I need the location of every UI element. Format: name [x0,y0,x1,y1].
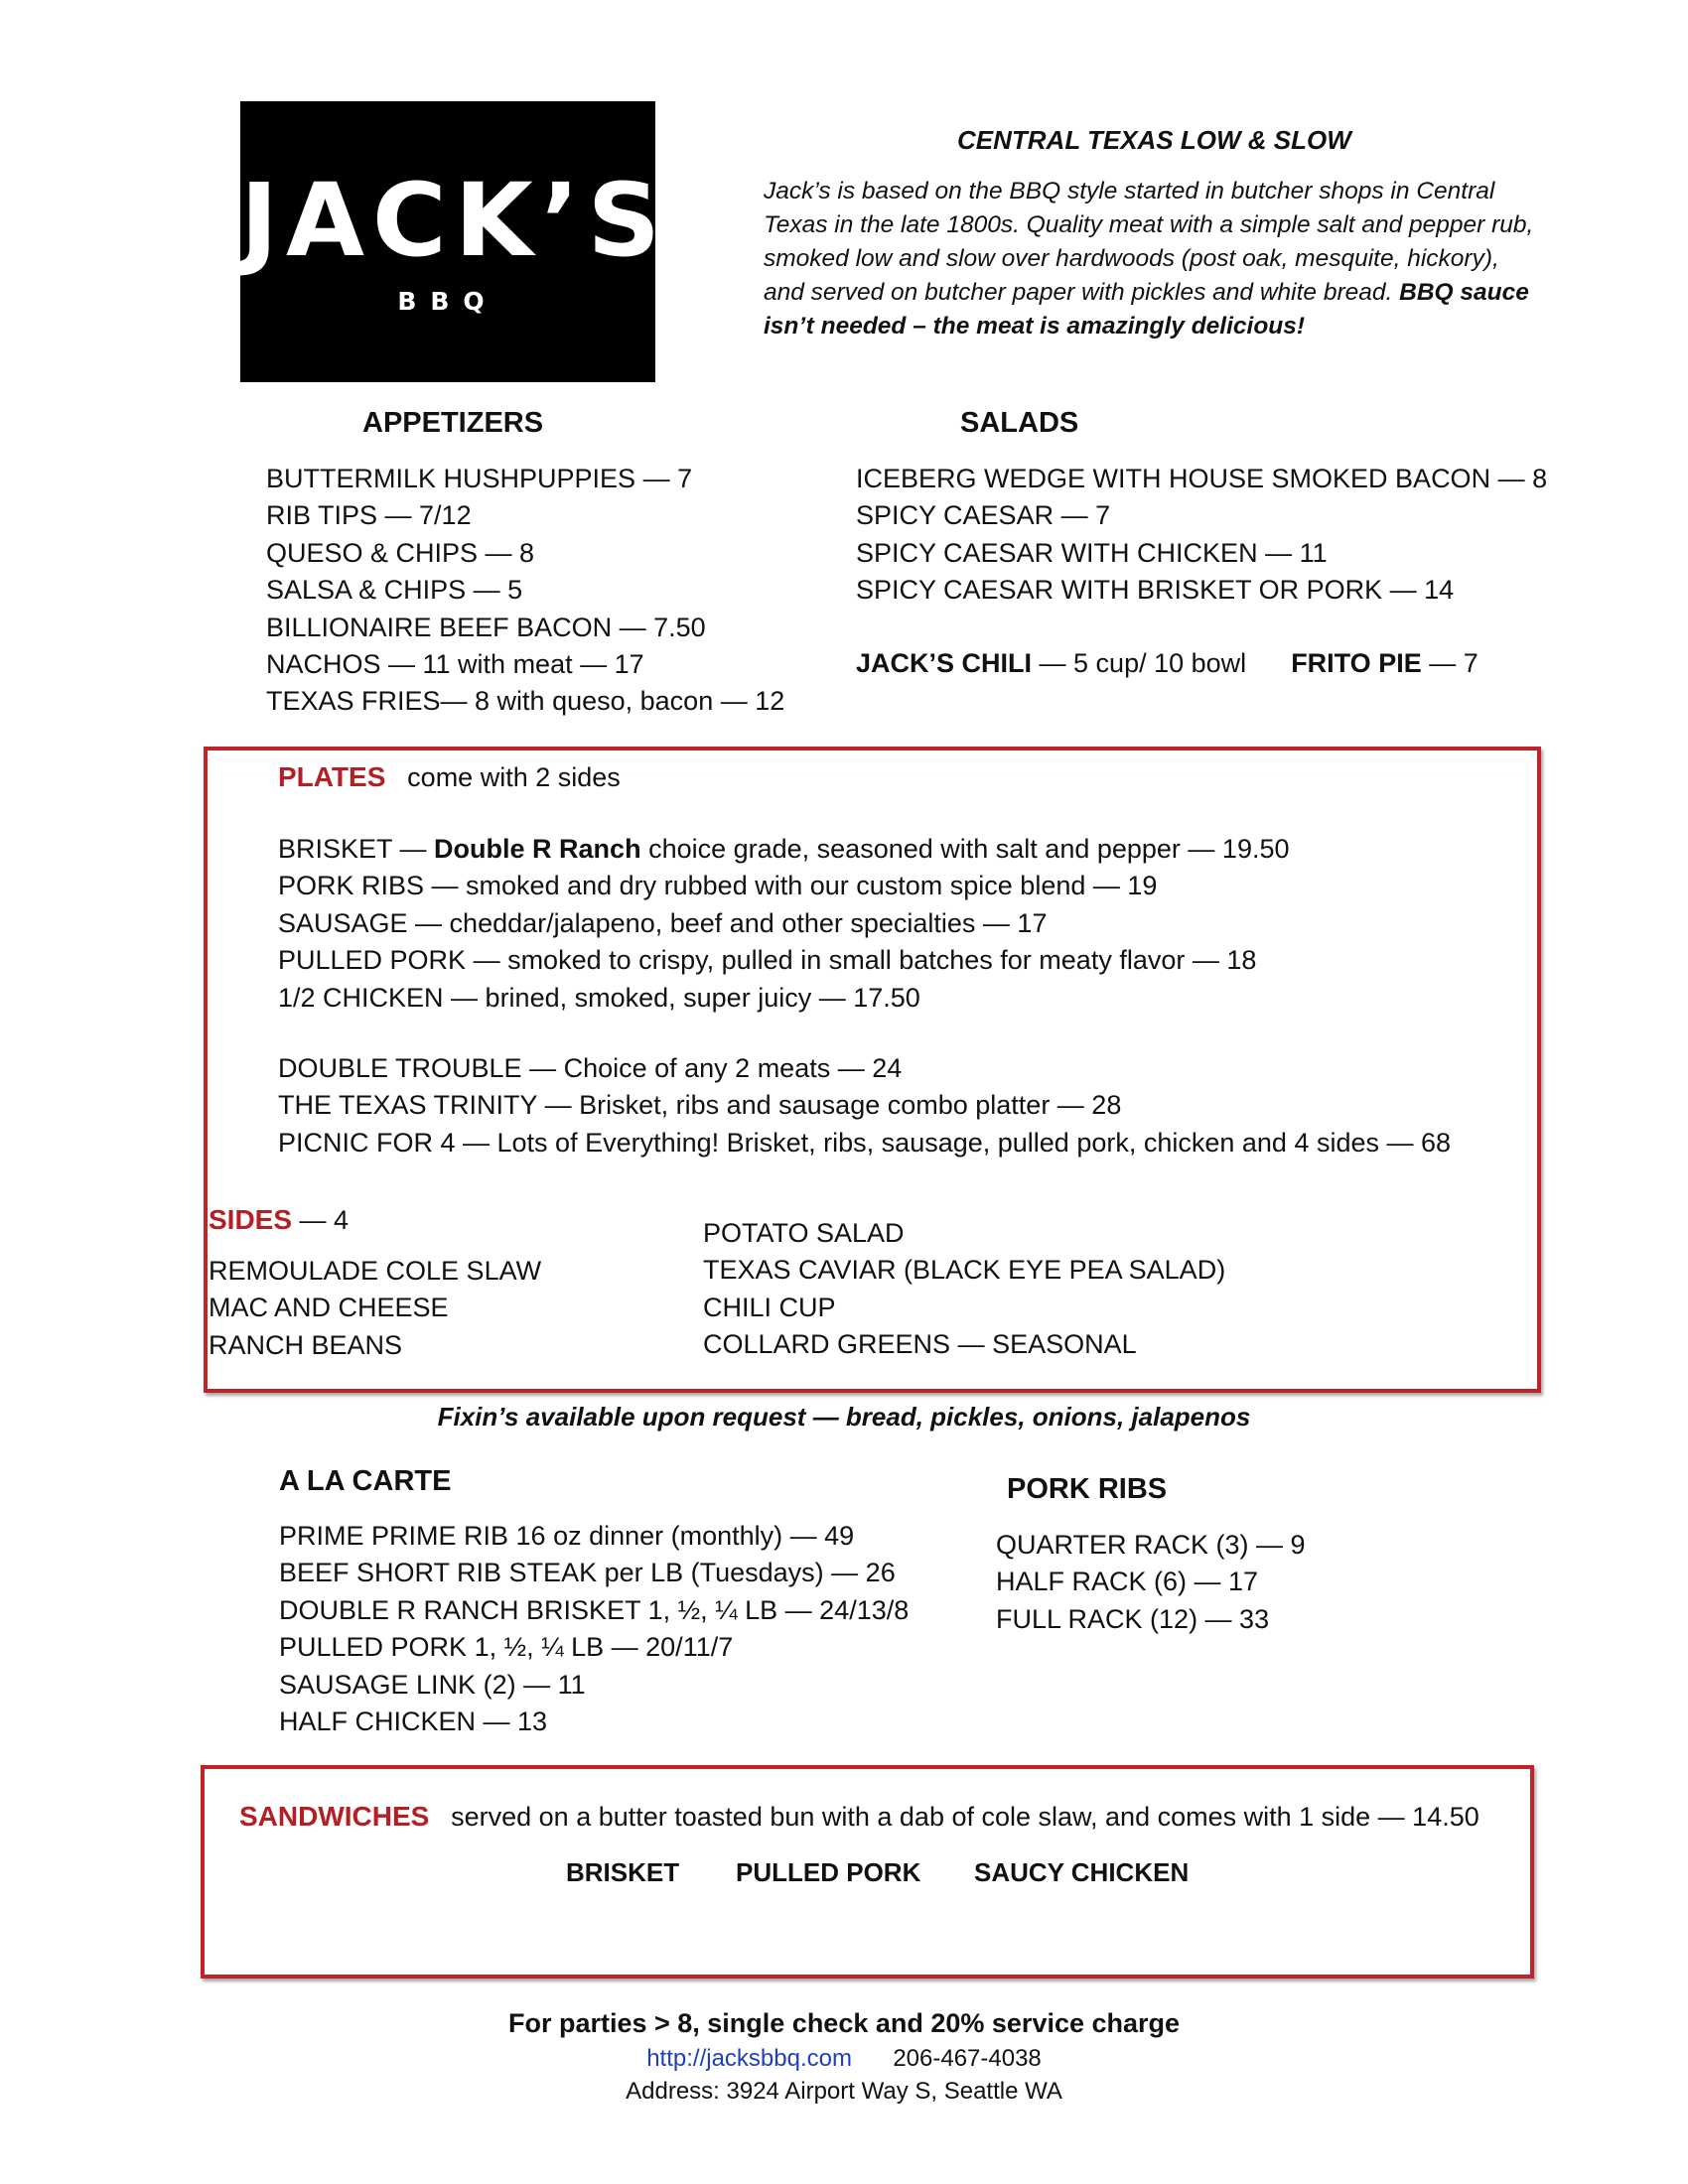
sandwiches-heading: SANDWICHES [239,1801,430,1832]
alacarte-list [279,1518,909,1740]
list-item: PICNIC FOR 4 — Lots of Everything! Brisket, ribs, sausage, pulled pork, chicken and 4 sides — 68 [278,1127,1452,1158]
chili-name: JACK’S CHILI [856,648,1033,678]
intro-tagline: BBQ sauce isn’t needed – the meat is amazingly delicious! [764,279,1529,340]
plates-heading: PLATES [278,761,386,792]
address: Address: 3924 Airport Way S, Seattle WA [626,2078,1062,2105]
parties-note: For parties > 8, single check and 20% service charge [507,2008,1181,2038]
list-item: SAUSAGE — cheddar/jalapeno, beef and other specialties — 17 [278,907,1048,938]
list-item: SAUSAGE LINK (2) — 11 [279,1669,586,1700]
list-item: QUARTER RACK (3) — 9 [996,1530,1306,1560]
list-item: PULLED PORK 1, ½, ¼ LB — 20/11/7 [279,1632,734,1663]
list-item: MAC AND CHEESE [209,1293,449,1323]
logo [240,101,668,382]
list-item: THE TEXAS TRINITY — Brisket, ribs and sausage combo platter — 28 [278,1090,1122,1121]
sandwich-brisket: BRISKET [566,1857,680,1887]
list-item: SPICY CAESAR — 7 [856,500,1111,531]
fixins-note: Fixin’s available upon request — bread, pickles, onions, jalapenos [437,1402,1251,1432]
phone-number: 206-467-4038 [893,2045,1042,2072]
plates-header [278,761,621,793]
plates-subheading: come with 2 sides [407,762,621,792]
website-link[interactable]: http://jacksbbq.com [646,2045,852,2072]
list-item: BEEF SHORT RIB STEAK per LB (Tuesdays) — 26 [279,1558,896,1588]
list-item: NACHOS — 11 with meat — 17 [266,649,644,680]
contact-line [0,2045,1688,2073]
list-item: 1/2 CHICKEN — brined, smoked, super juicy — 17.50 [278,982,920,1013]
logo-title: JACK’S [240,162,668,280]
list-item: HALF CHICKEN — 13 [279,1706,548,1737]
list-item: RANCH BEANS [209,1329,403,1360]
frito-name: FRITO PIE [1291,648,1422,678]
appetizers-list [266,461,784,721]
sides-list-right [703,1215,1225,1364]
logo-subtitle: BBQ [397,287,498,316]
list-item: FULL RACK (12) — 33 [996,1603,1270,1634]
list-item: PORK RIBS — smoked and dry rubbed with our custom spice blend — 19 [278,871,1158,901]
intro-title: CENTRAL TEXAS LOW & SLOW [957,125,1351,155]
list-item: CHILI CUP [703,1292,836,1322]
list-item: BILLIONAIRE BEEF BACON — 7.50 [266,612,706,642]
sides-heading: SIDES [209,1204,293,1235]
chili-line [856,645,1478,682]
appetizers-heading: APPETIZERS [362,407,544,439]
list-item: COLLARD GREENS — SEASONAL [703,1329,1137,1360]
list-item: RIB TIPS — 7/12 [266,500,472,531]
sides-price: — 4 [292,1205,350,1235]
list-item: QUESO & CHIPS — 8 [266,537,535,568]
chili-price: — 5 cup/ 10 bowl [1032,648,1247,678]
sandwiches-description: served on a butter toasted bun with a dab of cole slaw, and comes with 1 side — 14.50 [451,1802,1479,1832]
sandwich-pulled-pork: PULLED PORK [736,1857,921,1887]
frito-price: — 7 [1421,648,1478,678]
list-item: SPICY CAESAR WITH CHICKEN — 11 [856,537,1328,568]
brisket-ranch: Double R Ranch [434,834,641,864]
list-item: DOUBLE TROUBLE — Choice of any 2 meats — 24 [278,1053,903,1083]
combos-list [278,1050,1451,1161]
list-item: SALSA & CHIPS — 5 [266,575,523,606]
porkribs-list [996,1527,1306,1638]
sides-list-left [209,1253,541,1364]
alacarte-heading: A LA CARTE [279,1465,452,1497]
list-item: BRISKET — Double R Ranch choice grade, seasoned with salt and pepper — 19.50 [278,834,1290,864]
list-item: SPICY CAESAR WITH BRISKET OR PORK — 14 [856,575,1455,606]
list-item: POTATO SALAD [703,1218,905,1248]
sandwich-saucy-chicken: SAUCY CHICKEN [974,1857,1190,1887]
sides-header [209,1204,349,1236]
list-item: ICEBERG WEDGE WITH HOUSE SMOKED BACON — 8 [856,464,1548,493]
list-item: REMOULADE COLE SLAW [209,1256,542,1286]
list-item: TEXAS FRIES— 8 with queso, bacon — 12 [266,686,785,717]
list-item: PRIME PRIME RIB 16 oz dinner (monthly) — 49 [279,1521,855,1551]
porkribs-heading: PORK RIBS [1007,1473,1168,1505]
intro-text [764,175,1538,343]
list-item: HALF RACK (6) — 17 [996,1567,1259,1597]
salads-list [856,461,1547,610]
salads-heading: SALADS [960,407,1079,439]
plates-list [278,831,1290,1017]
list-item: DOUBLE R RANCH BRISKET 1, ½, ¼ LB — 24/13/8 [279,1594,910,1625]
list-item: PULLED PORK — smoked to crispy, pulled in small batches for meaty flavor — 18 [278,945,1257,976]
intro-paragraph: Jack’s is based on the BBQ style started in butcher shops in Central Texas in the late 1800s. Quality meat with a simple salt and pepper rub, smoked low and slow over hardwoods (post oak, mesquite, hickory), and served on butcher paper with pickles and white bread. [764,178,1534,306]
list-item: TEXAS CAVIAR (BLACK EYE PEA SALAD) [703,1255,1226,1286]
sandwiches-header [239,1801,1479,1833]
list-item: BUTTERMILK HUSHPUPPIES — 7 [266,464,693,493]
